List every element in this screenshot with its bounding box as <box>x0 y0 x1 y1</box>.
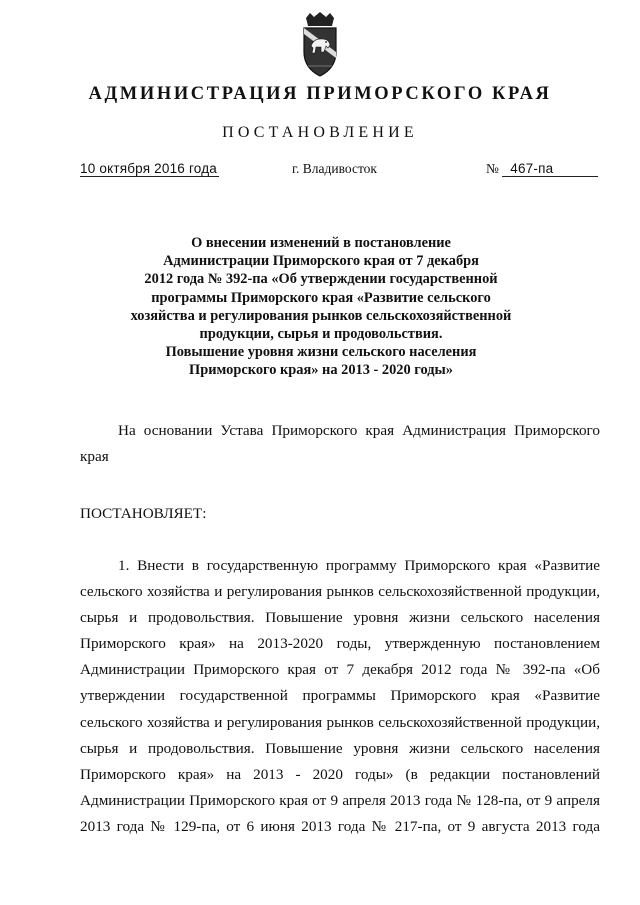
title-line: программы Приморского края «Развитие сельского <box>151 289 491 306</box>
paragraph-line: Администрации Приморского края от 9 апреля 2013 года № 128-па, от 9 апреля <box>80 791 600 809</box>
paragraph-line: края <box>80 448 109 466</box>
paragraph-line: сельского хозяйства и регулирования рынков сельскохозяйственной продукции, <box>80 713 600 731</box>
basis-paragraph <box>80 418 600 470</box>
title-line: Администрации Приморского края от 7 декабря <box>163 253 479 270</box>
number-prefix: № <box>486 161 499 176</box>
document-city: г. Владивосток <box>292 161 377 176</box>
paragraph-line: сырья и продовольствия. Повышение уровня жизни сельского населения <box>80 739 600 757</box>
title-line: хозяйства и регулирования рынков сельскохозяйственной <box>130 307 512 324</box>
title-line: продукции, сырья и продовольствия. <box>199 326 443 343</box>
paragraph-line: Администрации Приморского края от 7 декабря 2012 года № 392-па «Об <box>80 661 600 679</box>
document-title <box>80 234 562 380</box>
title-line: О внесении изменений в постановление <box>191 235 451 251</box>
paragraph-line: 2013 года № 129-па, от 6 июня 2013 года № 217-па, от 9 августа 2013 года <box>80 817 600 835</box>
paragraph-line: Приморского края» на 2013-2020 годы, утвержденную постановлением <box>80 635 600 653</box>
document-number <box>486 161 598 177</box>
document-type: ПОСТАНОВЛЕНИЕ <box>222 124 418 141</box>
paragraph-line: На основании Устава Приморского края Администрация Приморского <box>118 422 600 439</box>
title-line: Повышение уровня жизни сельского населения <box>165 344 477 361</box>
paragraph-line: утверждении государственной программы Приморского края «Развитие <box>80 687 600 705</box>
item-1-paragraph <box>80 553 600 840</box>
paragraph-line: сырья и продовольствия. Повышение уровня жизни сельского населения <box>80 609 600 627</box>
paragraph-line: сельского хозяйства и регулирования рынков сельскохозяйственной продукции, <box>80 583 600 601</box>
coat-of-arms-icon <box>298 12 342 78</box>
paragraph-line: 1. Внести в государственную программу Приморского края «Развитие <box>118 557 600 574</box>
document-date: 10 октября 2016 года <box>80 161 217 176</box>
organization-title: АДМИНИСТРАЦИЯ ПРИМОРСКОГО КРАЯ <box>88 84 552 104</box>
title-line: 2012 года № 392-па «Об утверждении государственной <box>144 271 498 288</box>
resolves-heading: ПОСТАНОВЛЯЕТ: <box>80 505 207 522</box>
title-line: Приморского края» на 2013 - 2020 годы» <box>189 362 453 379</box>
paragraph-line: Приморского края» на 2013 - 2020 годы» (в редакции постановлений <box>80 765 600 783</box>
number-value: 467-па <box>502 161 598 177</box>
